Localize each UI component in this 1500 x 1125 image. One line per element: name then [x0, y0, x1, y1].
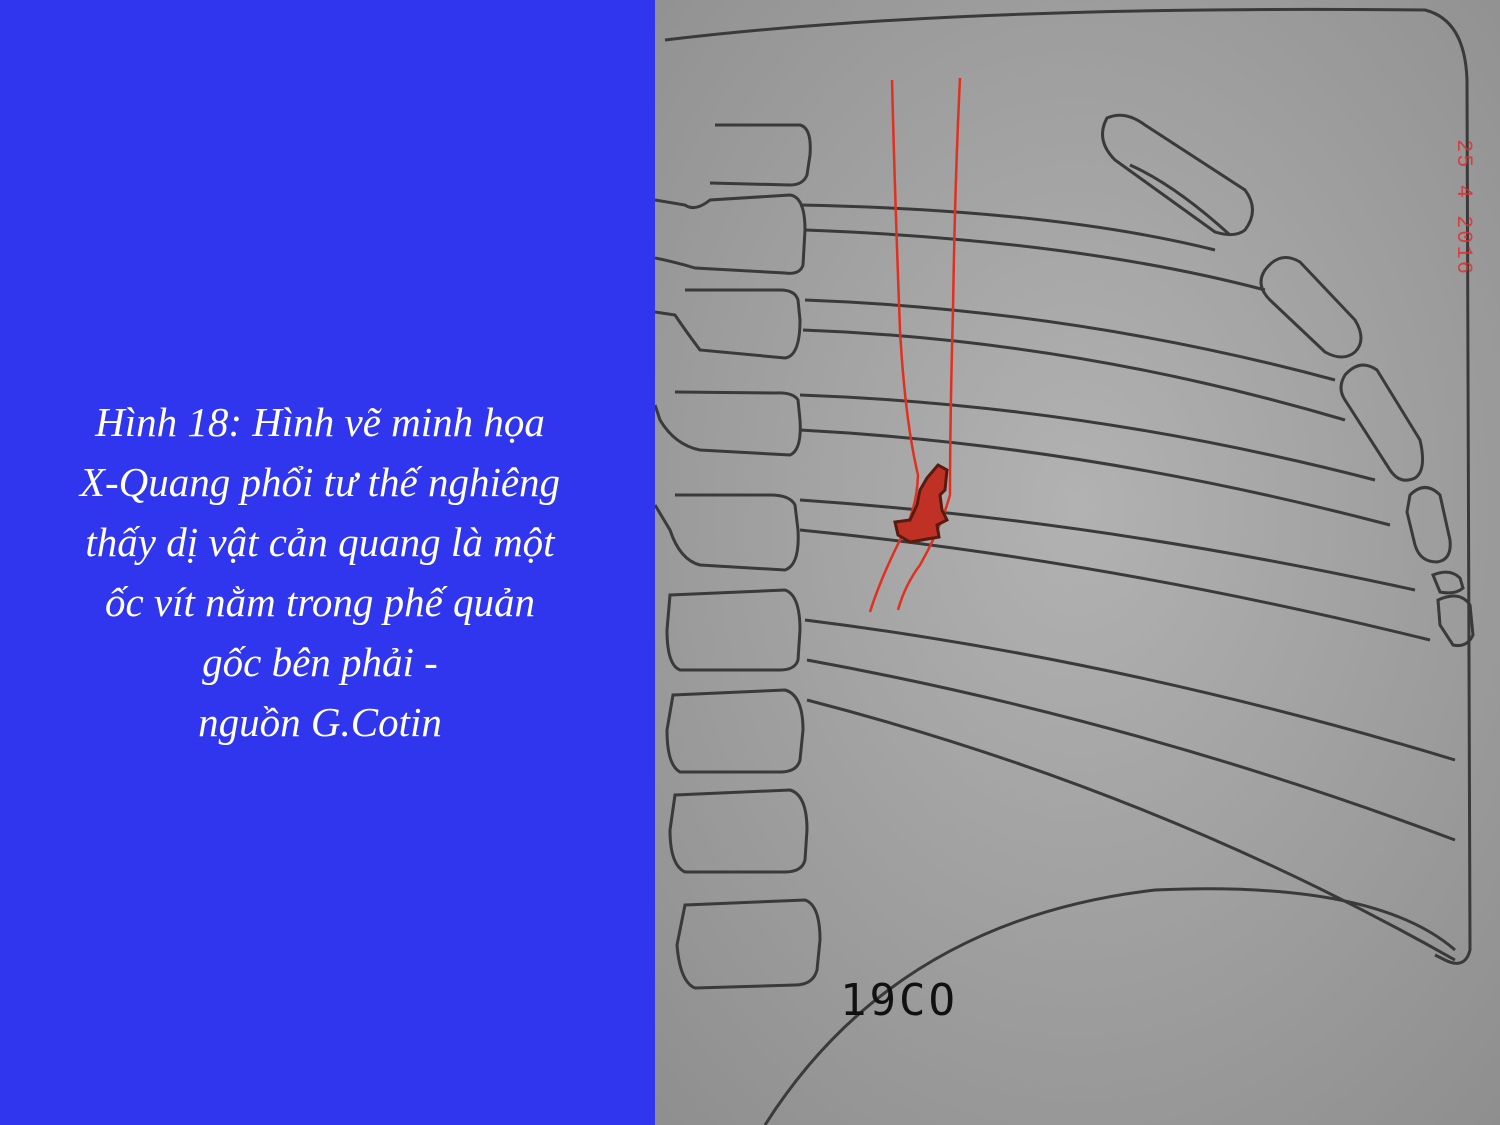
caption-line-1: Hình 18: Hình vẽ minh họa: [95, 399, 545, 445]
caption-line-6: nguồn G.Cotin: [198, 699, 442, 745]
film-background: [655, 0, 1500, 1125]
caption-line-4: ốc vít nằm trong phế quản: [104, 579, 536, 625]
figure-caption: [0, 392, 640, 752]
caption-panel: [0, 0, 655, 1125]
handwritten-label: 19CO: [840, 975, 958, 1026]
date-stamp: 25 4 2016: [1450, 139, 1476, 276]
caption-line-5: gốc bên phải -: [202, 639, 438, 685]
xray-illustration: [655, 0, 1500, 1125]
caption-line-3: thấy dị vật cản quang là một: [85, 519, 555, 565]
caption-line-2: X-Quang phổi tư thế nghiêng: [79, 459, 561, 505]
xray-drawing: [655, 0, 1500, 1125]
